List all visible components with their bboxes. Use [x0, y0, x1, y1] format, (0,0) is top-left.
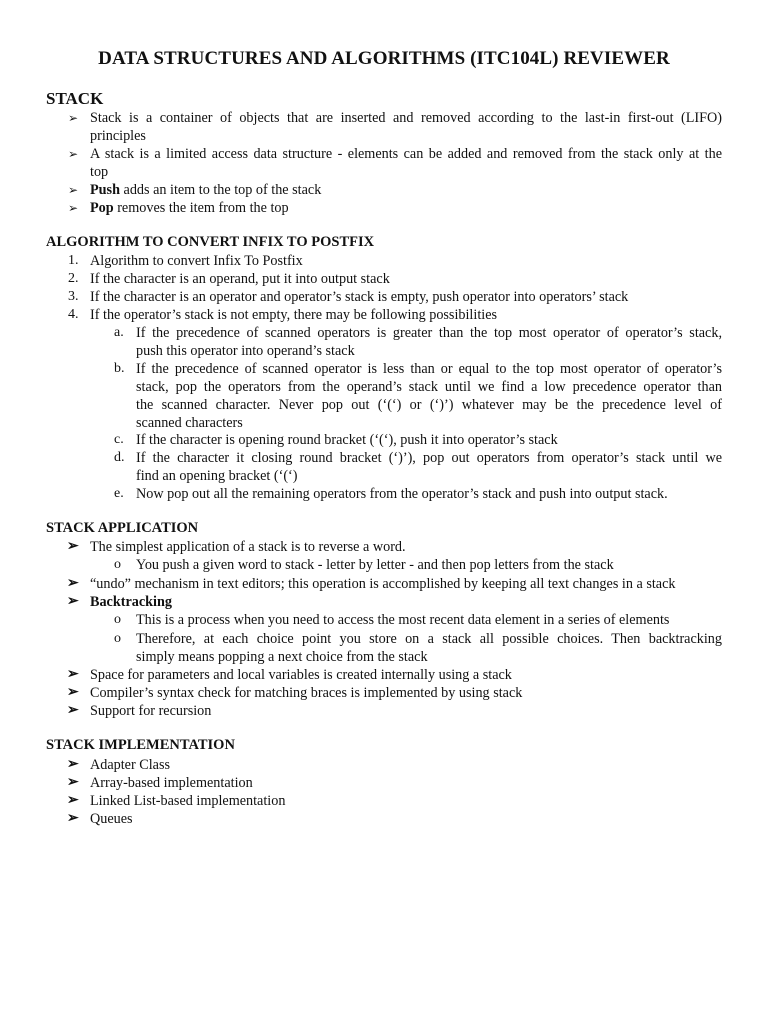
arrow-bullet-icon: ➢: [67, 685, 79, 700]
application-subitem: You push a given word to stack - letter by letter - and then pop letters from the stack: [136, 557, 614, 573]
list-number: 4.: [68, 307, 79, 322]
section-heading-stack: STACK: [46, 89, 104, 108]
arrow-bullet-icon: ➢: [68, 111, 79, 125]
application-item: “undo” mechanism in text editors; this operation is accomplished by keeping all text changes in a stack: [90, 576, 676, 592]
sub-list-letter: e.: [114, 486, 124, 501]
arrow-bullet-icon: ➢: [68, 147, 79, 161]
algorithm-step: Algorithm to convert Infix To Postfix: [90, 253, 303, 269]
algorithm-substep: If the precedence of scanned operator is less than or equal to the top most operator of operator’s: [136, 361, 722, 377]
arrow-bullet-icon: ➢: [67, 576, 79, 591]
section-heading-stack-application: STACK APPLICATION: [46, 520, 199, 536]
application-item: Compiler’s syntax check for matching braces is implemented by using stack: [90, 685, 523, 701]
application-subitem: simply means popping a next choice from the stack: [136, 649, 428, 665]
application-item: Space for parameters and local variables is created internally using a stack: [90, 667, 512, 683]
algorithm-substep: the scanned character. Never pop out (‘(‘) or (‘)’) whatever may be the precedence level of: [136, 397, 722, 413]
section-heading-stack-implementation: STACK IMPLEMENTATION: [46, 737, 235, 753]
arrow-bullet-icon: ➢: [67, 775, 79, 790]
algorithm-substep: push this operator into operand’s stack: [136, 343, 355, 359]
algorithm-step: If the character is an operator and operator’s stack is empty, push operator into operators’ stack: [90, 289, 629, 305]
arrow-bullet-icon: ➢: [67, 703, 79, 718]
sub-list-letter: b.: [114, 361, 125, 376]
document-title: DATA STRUCTURES AND ALGORITHMS (ITC104L) REVIEWER: [98, 48, 670, 69]
stack-item-text: principles: [90, 128, 146, 144]
arrow-bullet-icon: ➢: [67, 757, 79, 772]
list-number: 2.: [68, 271, 79, 286]
algorithm-substep: scanned characters: [136, 415, 243, 431]
algorithm-substep: find an opening bracket (‘(‘): [136, 468, 298, 484]
arrow-bullet-icon: ➢: [67, 539, 79, 554]
algorithm-step: If the operator’s stack is not empty, there may be following possibilities: [90, 307, 498, 323]
implementation-item: Queues: [90, 811, 133, 827]
algorithm-substep: If the character is opening round bracket (‘(‘), push it into operator’s stack: [136, 432, 558, 448]
stack-item-pop: [90, 199, 289, 217]
application-item: The simplest application of a stack is to reverse a word.: [90, 539, 406, 555]
application-subitem: This is a process when you need to access the most recent data element in a series of elements: [136, 612, 670, 628]
pop-description: removes the item from the top: [113, 200, 289, 216]
push-description: adds an item to the top of the stack: [119, 182, 322, 198]
sub-list-letter: c.: [114, 432, 124, 447]
implementation-item: Array-based implementation: [90, 775, 253, 791]
stack-item-text: top: [90, 164, 109, 180]
push-term: Push: [90, 182, 120, 198]
sub-list-letter: d.: [114, 450, 125, 465]
implementation-item: Adapter Class: [90, 757, 170, 773]
arrow-bullet-icon: ➢: [68, 201, 79, 215]
application-item-backtracking: Backtracking: [90, 594, 172, 610]
algorithm-step: If the character is an operand, put it into output stack: [90, 271, 390, 287]
algorithm-substep: If the character it closing round bracket (‘)’), pop out operators from operator’s stack until we: [136, 450, 722, 466]
arrow-bullet-icon: ➢: [68, 183, 79, 197]
list-number: 3.: [68, 289, 79, 304]
sub-list-letter: a.: [114, 325, 124, 340]
circle-bullet-icon: o: [114, 557, 121, 572]
algorithm-substep: Now pop out all the remaining operators from the operator’s stack and push into output stack.: [136, 486, 668, 502]
arrow-bullet-icon: ➢: [67, 811, 79, 826]
stack-item-text: Stack is a container of objects that are inserted and removed according to the last-in first-out (LIFO): [90, 110, 722, 126]
algorithm-substep: If the precedence of scanned operators is greater than the top most operator of operator’s stack,: [136, 325, 722, 341]
application-subitem: Therefore, at each choice point you store on a stack all possible choices. Then backtracking: [136, 631, 722, 647]
algorithm-substep: stack, pop the operators from the operand’s stack until we find a low precedence operator than: [136, 379, 722, 395]
circle-bullet-icon: o: [114, 631, 121, 646]
application-item: Support for recursion: [90, 703, 212, 719]
arrow-bullet-icon: ➢: [67, 667, 79, 682]
list-number: 1.: [68, 253, 79, 268]
section-heading-infix-postfix: ALGORITHM TO CONVERT INFIX TO POSTFIX: [46, 234, 375, 250]
arrow-bullet-icon: ➢: [67, 793, 79, 808]
stack-item-text: A stack is a limited access data structure - elements can be added and removed from the stack only at the: [90, 146, 722, 162]
pop-term: Pop: [90, 200, 114, 216]
circle-bullet-icon: o: [114, 612, 121, 627]
arrow-bullet-icon: ➢: [67, 594, 79, 609]
implementation-item: Linked List-based implementation: [90, 793, 286, 809]
stack-item-push: [90, 181, 321, 199]
